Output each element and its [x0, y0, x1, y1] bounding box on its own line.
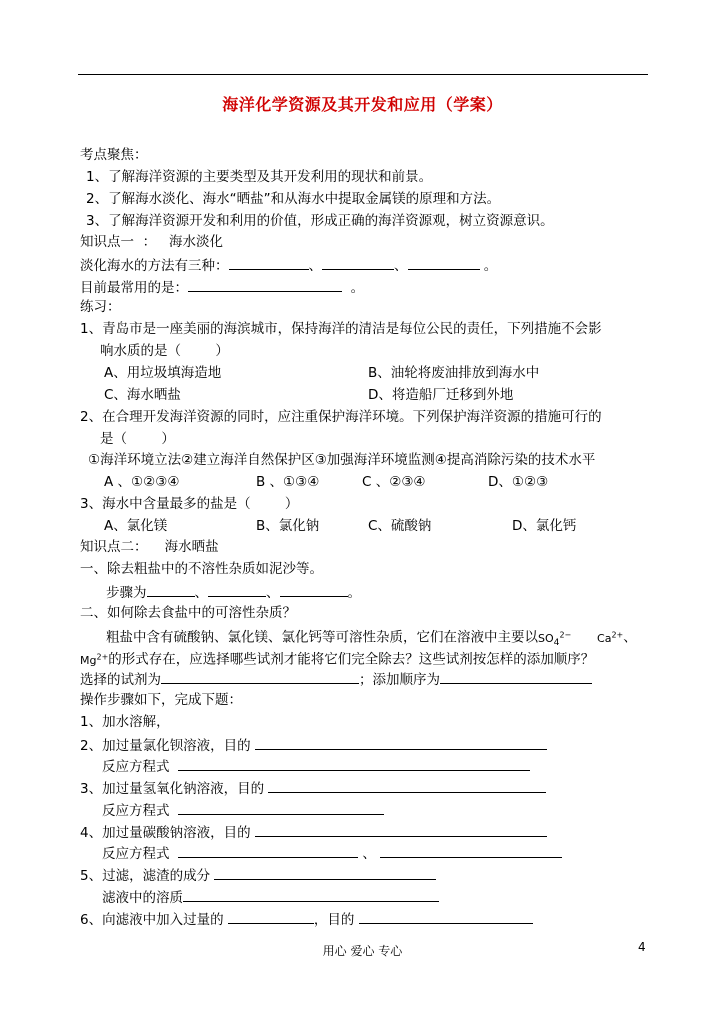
k2-heading: 知识点二： 海水晒盐 [80, 539, 219, 555]
op-5-filtrate: 滤液中的溶质 [102, 887, 439, 907]
q2-option-a: A 、①②③④ [104, 474, 180, 490]
op-4: 4、加过量碳酸钠溶液，目的 [80, 822, 547, 842]
focus-heading: 考点聚焦： [80, 147, 148, 163]
q1-option-a: A、用垃圾填海造地 [104, 365, 222, 381]
q1-option-c: C、海水晒盐 [104, 387, 181, 403]
focus-item-2: 2、了解海水淡化、海水“晒盐”和从海水中提取金属镁的原理和方法。 [86, 191, 501, 207]
q3-line: 3、海水中含量最多的盐是（ ） [80, 496, 299, 512]
q1-line1: 1、青岛市是一座美丽的海滨城市，保持海洋的清洁是每位公民的责任，下列措施不会影 [80, 321, 602, 337]
op-3: 3、加过量氢氧化钠溶液，目的 [80, 778, 546, 798]
q2-line2: 是（ ） [100, 431, 175, 447]
q2-option-d: D、①②③ [488, 474, 549, 490]
q2-option-b: B 、①③④ [256, 474, 320, 490]
focus-item-3: 3、了解海洋资源开发和利用的价值，形成正确的海洋资源观，树立资源意识。 [86, 213, 554, 229]
k2-section-2: 二、如何除去食盐中的可溶性杂质？ [80, 605, 296, 621]
k2-steps-line: 步骤为 、 、 。 [106, 582, 361, 602]
q1-option-d: D、将造船厂迁移到外地 [368, 387, 514, 403]
header-rule [78, 74, 648, 75]
page-number: 4 [638, 940, 646, 954]
practice-heading: 练习： [80, 299, 121, 315]
k1-methods-line: 淡化海水的方法有三种： 、 、 。 [80, 255, 497, 275]
q1-line2: 响水质的是（ ） [100, 343, 229, 359]
op-1: 1、加水溶解， [80, 714, 170, 730]
q2-option-c: C 、②③④ [362, 474, 426, 490]
op-2-equation: 反应方程式 [102, 756, 530, 776]
op-2: 2、加过量氯化钡溶液，目的 [80, 735, 547, 755]
op-4-equation: 反应方程式 、 [102, 843, 562, 863]
q3-option-d: D、氯化钙 [512, 518, 577, 534]
focus-item-1: 1、了解海洋资源的主要类型及其开发利用的现状和前景。 [86, 169, 433, 185]
footer-motto: 用心 爱心 专心 [322, 944, 403, 958]
k2-op-heading: 操作步骤如下，完成下题： [80, 692, 242, 708]
op-6: 6、向滤液中加入过量的 ，目的 [80, 909, 533, 929]
k2-para-line2: $Mg^{2+}$的形式存在，应选择哪些试剂才能将它们完全除去？这些试剂按怎样的添加顺序？ [80, 651, 595, 668]
q3-option-a: A、氯化镁 [104, 518, 168, 534]
q2-line1: 2、在合理开发海洋资源的同时，应注重保护海洋环境。下列保护海洋资源的措施可行的 [80, 409, 602, 425]
q2-items: ①海洋环境立法②建立海洋自然保护区③加强海洋环境监测④提高消除污染的技术水平 [88, 452, 596, 468]
op-3-equation: 反应方程式 [102, 800, 384, 820]
q3-option-b: B、氯化钠 [256, 518, 320, 534]
k2-section-1: 一、除去粗盐中的不溶性杂质如泥沙等。 [80, 561, 323, 577]
op-5: 5、过滤，滤渣的成分 [80, 865, 436, 885]
k2-reagent-line: 选择的试剂为 ；添加顺序为 [80, 669, 592, 689]
q1-option-b: B、油轮将废油排放到海水中 [368, 365, 540, 381]
k1-common-line: 目前最常用的是： 。 [80, 277, 364, 297]
k2-para-line1: 粗盐中含有硫酸钠、氯化镁、氯化钙等可溶性杂质，它们在溶液中主要以$SO_4^{2-}$ $Ca^{2+}$、 [106, 629, 637, 648]
q3-option-c: C、硫酸钠 [368, 518, 432, 534]
k1-heading: 知识点一 ： 海水淡化 [80, 234, 223, 250]
page-title: 海洋化学资源及其开发和应用（学案） [222, 95, 503, 114]
